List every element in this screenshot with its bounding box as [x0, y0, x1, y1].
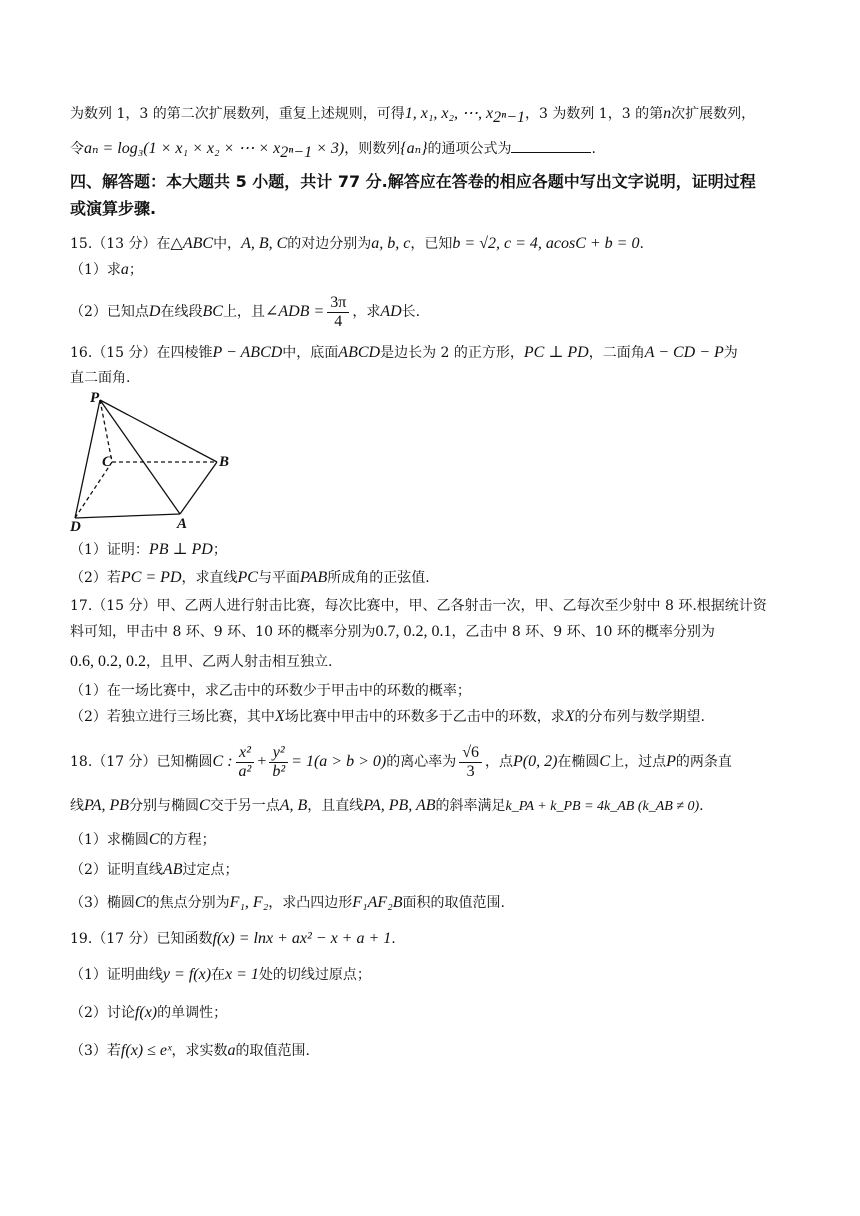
ellipse-c: C [599, 753, 611, 770]
intro-text: 为数列 1，3 的第二次扩展数列，重复上述规则，可得 [70, 106, 405, 122]
q19-text: 19.（17 分）已知函数 [70, 931, 213, 947]
edge-da [75, 514, 180, 518]
intro-line-2 [70, 138, 800, 163]
q18-text: （1）求椭圆 [70, 832, 149, 848]
q16-text: 为 [723, 345, 738, 361]
q18-text: 上，过点 [610, 754, 667, 770]
curve-y-fx: y = f(x) [162, 966, 212, 983]
probs-yi: 0.6, 0.2, 0.2 [70, 653, 146, 670]
q18-text: ，求凸四边形 [268, 895, 353, 911]
q15-text: （1）求 [70, 262, 121, 278]
ellipse-c: C [134, 894, 146, 911]
label-a: A [177, 516, 188, 532]
edge-ab [180, 462, 217, 514]
label-p: P [90, 390, 100, 406]
q17-text: 场比赛中甲击中的环数多于乙击中的环数，求 [284, 709, 565, 725]
intro-line-1 [70, 104, 800, 128]
q18-text: 的离心率为 [386, 754, 457, 770]
q18-text: 的焦点分别为 [145, 895, 230, 911]
perp-pb-pd: PB ⊥ PD [148, 541, 213, 558]
label-c: C [102, 454, 113, 470]
intro-text: ，则数列 [344, 141, 401, 157]
q18-part-3 [70, 893, 800, 913]
line-pc: PC [237, 569, 258, 586]
section-heading: 四、解答题：本大题共 5 小题，共计 77 分.解答应在答卷的相应各题中写出文字说明，证明过程 [70, 172, 756, 191]
q15-condition: b = √2, c = 4, acosC + b = 0 [452, 235, 640, 252]
edge-pb [100, 400, 217, 462]
var-x: X [274, 708, 285, 725]
section-heading-cont: 或演算步骤. [70, 199, 157, 218]
q15-text: 在线段 [160, 304, 203, 320]
q18-text: 的斜率满足 [435, 798, 506, 814]
var-x: X [564, 708, 575, 725]
ellipse-name: C : [212, 753, 233, 770]
var-a: a [227, 1042, 236, 1059]
triangle-abc: △ABC [170, 235, 214, 252]
ellipse-c: C [199, 797, 210, 814]
q17-stem-3 [70, 652, 800, 672]
points-a-b: A, B [279, 797, 308, 814]
intro-text: . [591, 141, 596, 157]
q16-text: 中，底面 [282, 345, 339, 361]
segment-ad: AD [380, 303, 402, 320]
fraction-denominator: a² [238, 762, 252, 780]
q16-text: 是边长为 2 的正方形， [380, 345, 524, 361]
angles-abc: A, B, C [241, 235, 288, 252]
q15-text: ，求 [352, 304, 381, 320]
fraction-denominator: 3 [466, 762, 475, 780]
q15-text: ； [128, 262, 143, 278]
q17-text: ，乙击中 8 环、9 环、10 环的概率分别为 [451, 624, 715, 640]
log-formula: aₙ = log₃(1 × x₁ × x₂ × ⋯ × x [84, 140, 281, 157]
perp-condition: PC ⊥ PD [523, 344, 589, 361]
lines-pa-pb: PA, PB [84, 797, 130, 814]
q16-stem [70, 343, 800, 363]
fraction-eccentricity [459, 744, 482, 781]
q18-text: 线 [70, 798, 84, 814]
edge-pd [75, 400, 100, 518]
quadrilateral: F₁AF₂B [352, 894, 403, 911]
q19-stem [70, 929, 800, 949]
var-a: a [120, 261, 129, 278]
fraction-denominator: b² [272, 762, 286, 780]
q15-text: 15.（13 分）在 [70, 236, 171, 252]
q16-stem-cont: 直二面角. [70, 370, 131, 386]
q19-text: 在 [211, 967, 226, 983]
q18-text: （3）椭圆 [70, 895, 135, 911]
q19-text: 的单调性； [157, 1005, 228, 1021]
q18-text: 面积的取值范围. [402, 895, 505, 911]
ellipse-condition: = 1(a > b > 0) [291, 753, 387, 770]
pyramid-figure [70, 388, 240, 533]
function-f: f(x) = lnx + ax² − x + a + 1 [212, 930, 392, 947]
fx: f(x) [134, 1004, 158, 1021]
probs-jia: 0.7, 0.2, 0.1 [375, 623, 452, 640]
sequence-subscript: 2ⁿ−1 [493, 108, 525, 126]
q15-text: （2）已知点 [70, 304, 149, 320]
q17-part-1: （1）在一场比赛中，求乙击中的环数少于甲击中的环数的概率； [70, 683, 471, 699]
label-b: B [219, 454, 230, 470]
q17-text: 料可知，甲击中 8 环、9 环、10 环的概率分别为 [70, 624, 376, 640]
q15-stem [70, 234, 800, 254]
sequence-set: {aₙ} [400, 140, 428, 157]
sequence-formula: 1, x₁, x₂, ⋯, x [404, 105, 494, 122]
fraction-x2-a2 [236, 744, 255, 781]
q19-text: . [391, 931, 396, 947]
fraction-numerator: √6 [459, 744, 482, 763]
q18-stem: 18.（17 分）已知椭圆C : $\frac{\text{x²}}{\text{a²}}$ + $\frac{\text{y²}}{\text{b²}}$ = 1(a > b > 0)的离心率为 $\frac{√6}{3}$ ，点P(0, 2)在椭圆C上，过点P的两条直 [70, 743, 732, 780]
intro-text: 令 [70, 141, 84, 157]
inequality: f(x) ≤ eˣ [120, 1042, 172, 1059]
q17-text: （2）若独立进行三场比赛，其中 [70, 709, 275, 725]
q16-part-1 [70, 540, 800, 560]
sides-abc: a, b, c [371, 235, 411, 252]
q18-part-1 [70, 830, 800, 850]
log-formula-subscript: 2ⁿ−1 [280, 143, 313, 161]
fraction-denominator: 4 [334, 312, 343, 330]
q16-text: ，求直线 [181, 570, 238, 586]
q18-text: ，点 [484, 754, 513, 770]
q16-text: 16.（15 分）在四棱锥 [70, 345, 213, 361]
q19-text: （1）证明曲线 [70, 967, 163, 983]
q18-text: . [699, 798, 704, 814]
fraction-numerator: x² [236, 744, 255, 763]
intro-text: 次扩展数列， [671, 106, 756, 122]
q16-text: ，二面角 [588, 345, 645, 361]
q15-text: . [639, 236, 644, 252]
q19-text: ，求实数 [171, 1043, 228, 1059]
q16-text: （2）若 [70, 570, 121, 586]
q18-text: 过定点； [182, 862, 239, 878]
q15-part-2 [70, 292, 800, 332]
q16-text: （1）证明： [70, 542, 149, 558]
segment-bc: BC [202, 303, 223, 320]
q19-text: 的取值范围. [235, 1043, 310, 1059]
pyramid: P − ABCD [212, 344, 283, 361]
q17-stem: 17.（15 分）甲、乙两人进行射击比赛，每次比赛中，甲、乙各射击一次，甲、乙每次至少射中 8 环.根据统计资 [70, 598, 767, 614]
slope-condition: k_PA + k_PB = 4k_AB (k_AB ≠ 0) [505, 799, 700, 814]
q15-part-1 [70, 260, 800, 280]
q15-text: ，已知 [410, 236, 453, 252]
intro-text: 的通项公式为 [427, 141, 512, 157]
base-abcd: ABCD [338, 344, 381, 361]
q17-text: 的分布列与数学期望. [574, 709, 705, 725]
pc-eq-pd: PC = PD [120, 569, 182, 586]
q18-text: 在椭圆 [557, 754, 600, 770]
q16-text: 所成角的正弦值. [327, 570, 430, 586]
fraction-numerator: y² [269, 744, 288, 763]
q19-text: （2）讨论 [70, 1005, 135, 1021]
q18-part-2 [70, 860, 800, 880]
q15-text: 长. [401, 304, 421, 320]
q19-text: 处的切线过原点； [258, 967, 371, 983]
foci: F₁, F₂ [229, 894, 269, 911]
q17-part-2 [70, 707, 800, 727]
dihedral-angle: A − CD − P [644, 344, 724, 361]
q18-text: 分别与椭圆 [129, 798, 200, 814]
q18-text: 18.（17 分）已知椭圆 [70, 754, 213, 770]
log-formula-end: × 3) [312, 140, 345, 157]
q19-part-3 [70, 1041, 800, 1061]
lines-pa-pb-ab: PA, PB, AB [363, 797, 436, 814]
fraction-y2-b2 [269, 744, 288, 781]
q18-text: ，且直线 [307, 798, 364, 814]
q17-text: ，且甲、乙两人射击相互独立. [146, 654, 333, 670]
q18-stem-2 [70, 796, 800, 817]
plane-pab: PAB [299, 569, 328, 586]
q17-stem-2 [70, 622, 800, 642]
fraction-numerator: 3π [327, 294, 349, 313]
q18-text: 交于另一点 [209, 798, 280, 814]
intro-text: ，3 为数列 1，3 的第 [525, 106, 664, 122]
q19-part-2 [70, 1003, 800, 1023]
q15-text: 的对边分别为 [287, 236, 372, 252]
angle-adb: ∠ADB = [264, 303, 325, 320]
label-d: D [70, 519, 81, 533]
q19-part-1 [70, 965, 800, 985]
q18-text: 的两条直 [675, 754, 732, 770]
q18-text: 的方程； [159, 832, 216, 848]
point-d: D [148, 303, 161, 320]
line-ab: AB [162, 861, 183, 878]
q16-text: 与平面 [257, 570, 300, 586]
point-p: P(0, 2) [512, 753, 558, 770]
answer-blank[interactable] [511, 138, 591, 153]
q15-text: 上，且 [222, 304, 265, 320]
fraction-3pi-4 [327, 294, 349, 331]
var-n: n [663, 105, 672, 122]
q19-text: （3）若 [70, 1043, 121, 1059]
ellipse-c: C [148, 831, 160, 848]
q15-text: 中， [213, 236, 242, 252]
q18-text: （2）证明直线 [70, 862, 163, 878]
x-eq-1: x = 1 [225, 966, 259, 983]
q16-text: ； [212, 542, 227, 558]
q16-part-2 [70, 568, 800, 588]
point-p: P [666, 753, 676, 770]
